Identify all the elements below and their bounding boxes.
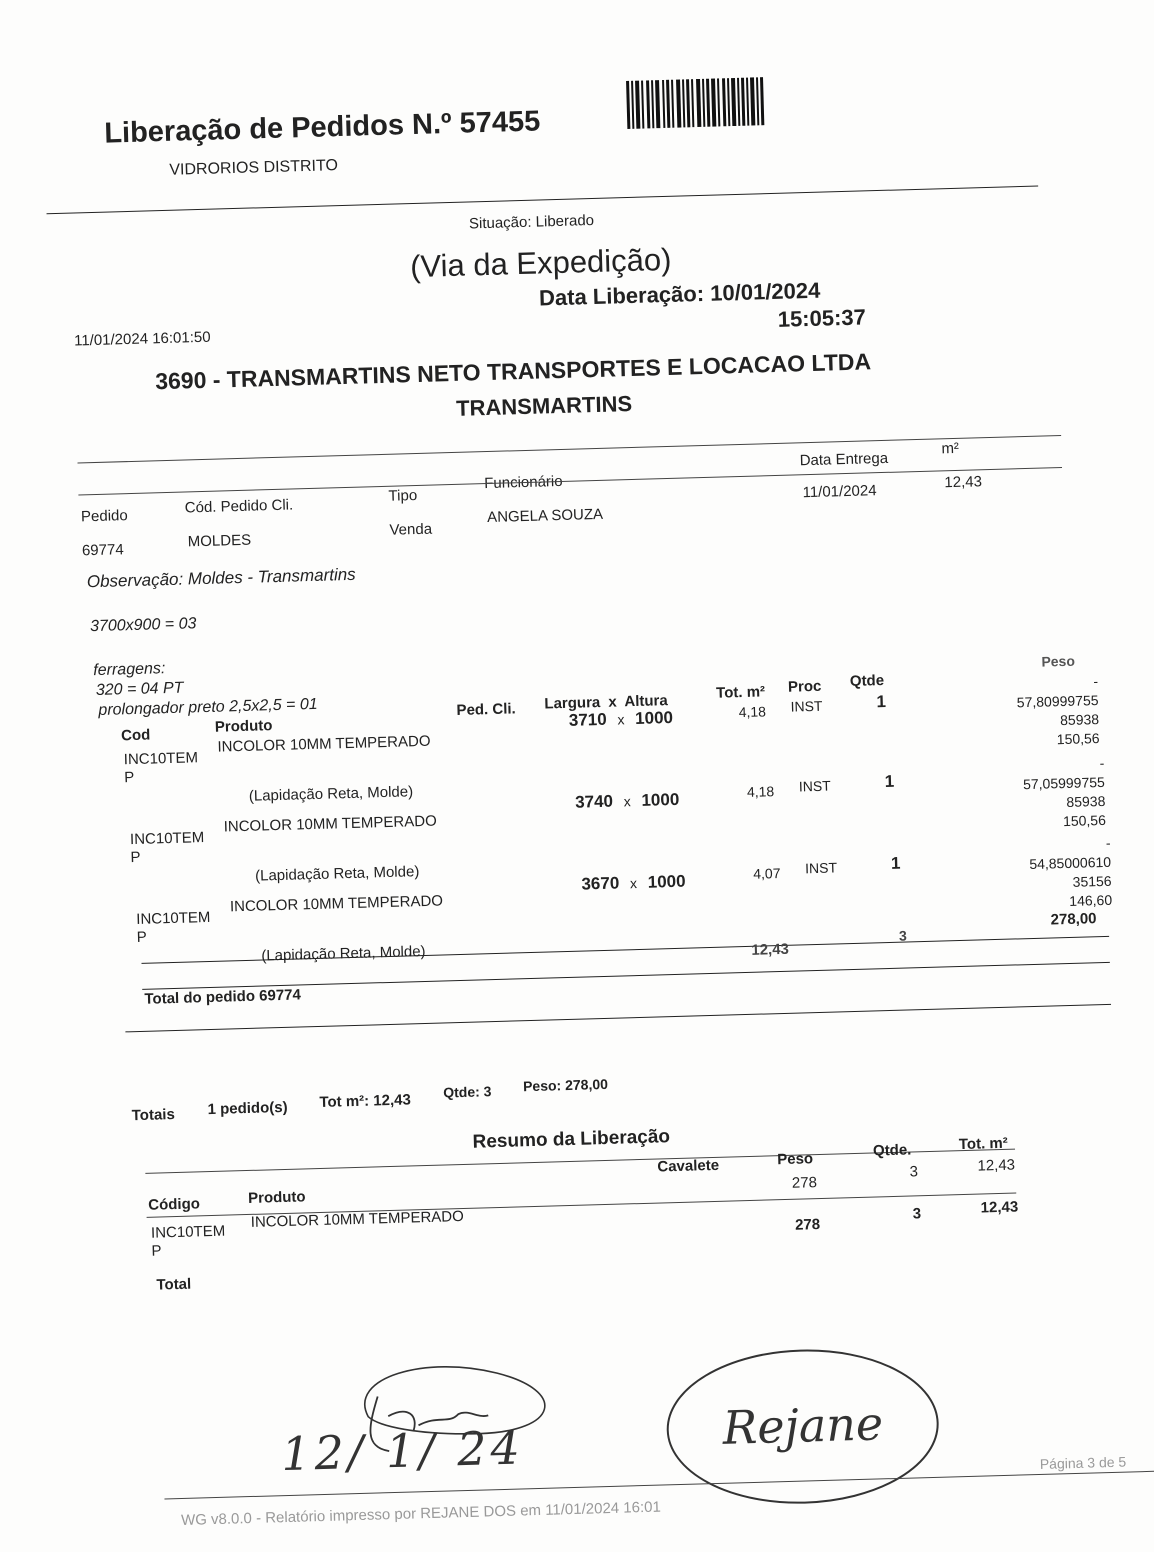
item-product: INCOLOR 10MM TEMPERADO	[223, 812, 437, 836]
page-number: Página 3 de 5	[1039, 1453, 1127, 1472]
item-product: INCOLOR 10MM TEMPERADO	[217, 732, 431, 756]
client-order-code: MOLDES	[187, 531, 252, 551]
item-code: INC10TEM P	[136, 908, 211, 946]
summary-col-qtde: Qtde.	[872, 1141, 912, 1160]
item-qtde: 1	[876, 691, 887, 712]
summary-product: INCOLOR 10MM TEMPERADO	[250, 1207, 465, 1231]
customer-short-name: TRANSMARTINS	[455, 390, 633, 421]
order-table-header-rule	[78, 467, 1062, 495]
item-detail: (Lapidação Reta, Molde)	[254, 863, 420, 885]
summary-col-peso: Peso	[776, 1150, 814, 1169]
items-col-altura: Altura	[624, 692, 668, 711]
item-dimensions: 3670 x 1000	[581, 871, 686, 894]
col-funcionario: Funcionário	[484, 472, 563, 493]
totals-label: Totais	[131, 1106, 176, 1125]
item-m2: 4,18	[746, 783, 775, 800]
summary-qtde: 3	[909, 1163, 919, 1181]
ferragens-item-1: 320 = 04 PT	[95, 679, 184, 700]
totals-divider	[125, 1004, 1111, 1033]
handwritten-name: Rejane	[721, 1396, 884, 1455]
release-date: 10/01/2024	[709, 277, 821, 306]
summary-title: Resumo da Liberação	[472, 1126, 671, 1153]
summary-weight: 278	[791, 1174, 818, 1192]
copy-type: (Via da Expedição)	[409, 241, 672, 285]
col-cod-pedido-cli: Cód. Pedido Cli.	[184, 496, 294, 517]
dimension-note: 3700x900 = 03	[89, 615, 197, 636]
item-weight: - 54,85000610 35156 146,60	[1029, 834, 1113, 909]
items-col-cod: Cod	[120, 726, 151, 745]
customer-name: 3690 - TRANSMARTINS NETO TRANSPORTES E LOCACAO LTDA	[154, 348, 872, 395]
col-data-entrega: Data Entrega	[799, 449, 889, 470]
summary-code: INC10TEM P	[150, 1222, 226, 1260]
release-label: Data Liberação:	[538, 280, 705, 311]
order-total-label: Total do pedido 69774	[144, 986, 302, 1008]
totals-m2: Tot m²: 12,43	[319, 1091, 412, 1111]
order-table-top-rule	[77, 435, 1061, 463]
summary-total-qtde: 3	[912, 1205, 922, 1223]
print-datetime: 11/01/2024 16:01:50	[73, 328, 211, 350]
item-qtde: 1	[884, 771, 895, 792]
item-proc: INST	[804, 859, 838, 877]
col-tipo: Tipo	[388, 487, 418, 505]
order-number: 69774	[81, 541, 124, 560]
item-dimensions: 3710 x 1000	[568, 707, 674, 730]
item-m2: 4,07	[753, 865, 781, 882]
release-time: 15:05:37	[777, 304, 867, 332]
col-m2: m²	[941, 439, 960, 458]
barcode	[626, 77, 766, 129]
item-m2: 4,18	[738, 703, 767, 721]
situation-label: Situação: Liberado	[468, 211, 595, 233]
order-total-weight: 278,00	[1050, 910, 1097, 929]
totals-weight: Peso: 278,00	[522, 1075, 609, 1095]
items-col-tot-m2: Tot. m²	[715, 683, 766, 702]
order-m2: 12,43	[944, 473, 983, 492]
order-total-m2: 12,43	[751, 940, 790, 959]
item-proc: INST	[790, 697, 823, 715]
employee-name: ANGELA SOUZA	[486, 505, 604, 527]
order-total-qtde: 3	[898, 927, 908, 944]
ferragens-title: ferragens:	[93, 660, 166, 680]
totals-qtde: Qtde: 3	[442, 1083, 492, 1101]
items-col-ped-cli: Ped. Cli.	[456, 700, 516, 719]
order-type: Venda	[389, 520, 433, 539]
item-code: INC10TEM P	[123, 749, 199, 787]
summary-col-codigo: Código	[148, 1195, 201, 1214]
items-col-x: x	[608, 693, 617, 711]
summary-total-m2: 12,43	[980, 1198, 1019, 1217]
items-col-peso: Peso	[1041, 652, 1076, 670]
summary-col-tot-m2: Tot. m²	[958, 1134, 1008, 1154]
observation: Observação: Moldes - Transmartins	[86, 564, 356, 592]
item-product: INCOLOR 10MM TEMPERADO	[229, 892, 444, 916]
item-weight: - 57,05999755 85938 150,56	[1022, 754, 1107, 830]
item-proc: INST	[798, 777, 831, 795]
item-dimensions: 3740 x 1000	[574, 789, 680, 812]
item-code: INC10TEM P	[129, 829, 205, 867]
handwritten-date: 12/ 1/ 24	[280, 1420, 525, 1482]
summary-total-weight: 278	[794, 1216, 821, 1234]
items-col-produto: Produto	[214, 717, 273, 736]
items-col-largura: Largura	[544, 693, 601, 713]
summary-total-label: Total	[156, 1275, 192, 1294]
item-detail: (Lapidação Reta, Molde)	[261, 942, 426, 965]
col-pedido: Pedido	[80, 507, 128, 526]
items-col-qtde: Qtde	[849, 672, 885, 690]
document-title: Liberação de Pedidos N.º 57455	[103, 105, 541, 150]
order-total-bottom-rule	[142, 962, 1110, 990]
summary-m2: 12,43	[977, 1156, 1016, 1175]
item-detail: (Lapidação Reta, Molde)	[248, 783, 414, 805]
item-weight: - 57,80999755 85938 150,56	[1016, 673, 1100, 748]
items-col-proc: Proc	[787, 677, 822, 696]
ferragens-item-2: prolongador preto 2,5x2,5 = 01	[98, 695, 318, 719]
header-divider	[47, 186, 1039, 215]
delivery-date: 11/01/2024	[802, 482, 877, 502]
summary-col-produto: Produto	[247, 1188, 306, 1207]
company-name: VIDRORIOS DISTRITO	[169, 157, 339, 179]
totals-pedidos: 1 pedido(s)	[207, 1098, 288, 1119]
printed-by: WG v8.0.0 - Relatório impresso por REJANE DOS em 11/01/2024 16:01	[180, 1498, 662, 1529]
item-qtde: 1	[890, 853, 901, 873]
summary-col-cavalete: Cavalete	[657, 1156, 720, 1176]
